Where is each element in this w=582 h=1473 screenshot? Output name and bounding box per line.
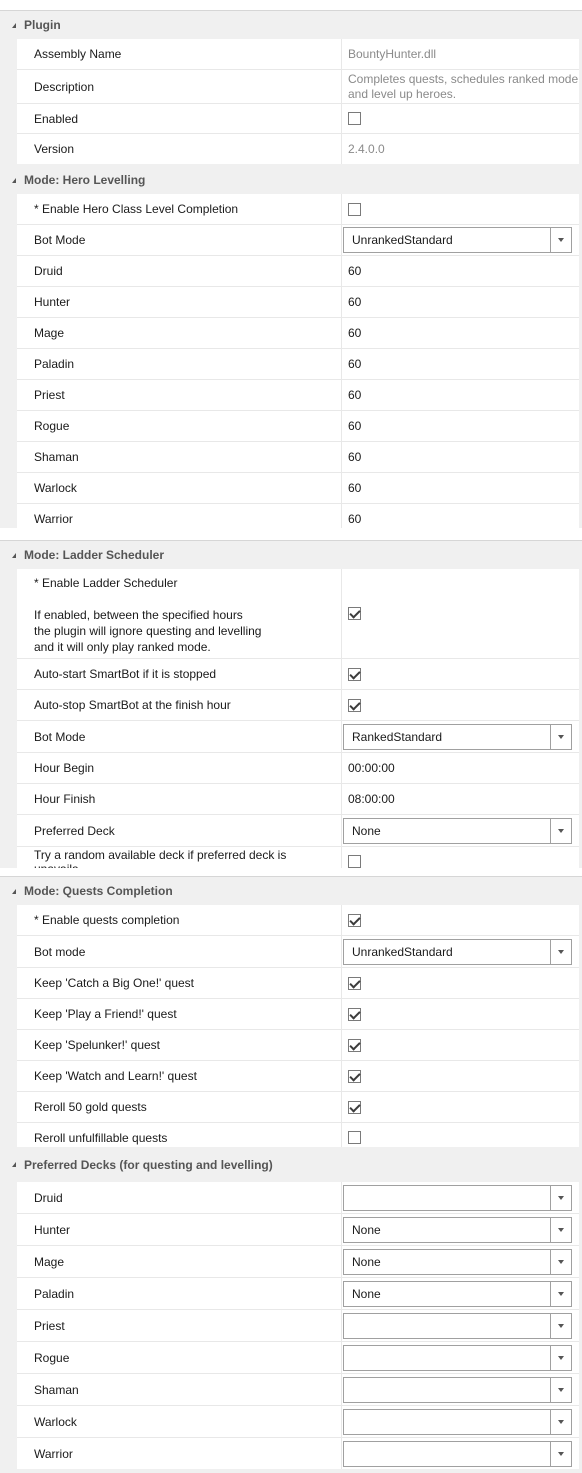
preferred-deck-row	[17, 815, 579, 847]
enabled-row	[17, 104, 579, 134]
ladder-section-header[interactable]	[0, 541, 582, 569]
hour-begin-input[interactable]: 00:00:00	[348, 761, 395, 775]
ladder-enable-desc-1: If enabled, between the specified hours	[34, 608, 243, 622]
ladder-enable-desc-2: the plugin will ignore questing and levelling	[34, 624, 262, 638]
deck-row	[17, 1310, 579, 1342]
dropdown-value: UnrankedStandard	[352, 944, 453, 959]
deck-row	[17, 1374, 579, 1406]
chevron-down-icon[interactable]	[550, 1282, 571, 1306]
keep-watch-checkbox[interactable]	[348, 1070, 361, 1083]
deck-dropdown[interactable]	[343, 1441, 572, 1467]
keep-friend-row	[17, 999, 579, 1030]
quests-botmode-row	[17, 936, 579, 968]
hero-section	[0, 166, 582, 528]
deck-row	[17, 1214, 579, 1246]
version-label: Version	[17, 134, 342, 164]
keep-catch-checkbox[interactable]	[348, 977, 361, 990]
reroll50-row	[17, 1092, 579, 1123]
dropdown-value: None	[352, 1222, 381, 1237]
class-label: Warrior	[17, 504, 342, 534]
chevron-down-icon[interactable]	[550, 1250, 571, 1274]
collapse-triangle-icon[interactable]	[12, 1162, 16, 1167]
ladder-section	[0, 540, 582, 869]
quests-section	[0, 876, 582, 1147]
hero-section-header[interactable]	[0, 166, 582, 194]
dropdown-value: RankedStandard	[352, 729, 443, 744]
deck-class-label: Warlock	[17, 1406, 342, 1437]
deck-class-label: Hunter	[17, 1214, 342, 1245]
chevron-down-icon[interactable]	[550, 1218, 571, 1242]
deck-class-label: Mage	[17, 1246, 342, 1277]
class-label: Hunter	[17, 287, 342, 317]
reroll50-checkbox[interactable]	[348, 1101, 361, 1114]
collapse-triangle-icon[interactable]	[12, 23, 16, 28]
quests-section-header[interactable]	[0, 877, 582, 905]
quests-enable-label: * Enable quests completion	[17, 905, 342, 935]
autostop-row	[17, 690, 579, 721]
chevron-down-icon[interactable]	[550, 1410, 571, 1434]
hero-class-row	[17, 256, 579, 287]
hero-class-row	[17, 287, 579, 318]
assembly-name-value: BountyHunter.dll	[348, 47, 437, 61]
keep-friend-label: Keep 'Play a Friend!' quest	[17, 999, 342, 1029]
reroll-unfulfill-label: Reroll unfulfillable quests	[17, 1123, 342, 1152]
reroll50-label: Reroll 50 gold quests	[17, 1092, 342, 1122]
chevron-down-icon[interactable]	[550, 228, 571, 252]
class-label: Mage	[17, 318, 342, 348]
dropdown-value: None	[352, 1286, 381, 1301]
keep-spelunker-checkbox[interactable]	[348, 1039, 361, 1052]
deck-row	[17, 1438, 579, 1469]
hero-class-row	[17, 318, 579, 349]
section-title: Mode: Hero Levelling	[24, 173, 146, 187]
description-row	[17, 70, 579, 104]
class-level-input[interactable]: 60	[348, 326, 362, 340]
section-gap	[0, 528, 582, 540]
class-label: Shaman	[17, 442, 342, 472]
ladder-enable-row	[17, 569, 579, 659]
plugin-section	[0, 10, 582, 166]
class-level-input[interactable]: 60	[348, 264, 362, 278]
hero-class-row	[17, 473, 579, 504]
section-title: Mode: Quests Completion	[24, 884, 173, 898]
ladder-botmode-row	[17, 721, 579, 753]
keep-catch-row	[17, 968, 579, 999]
class-level-input[interactable]: 60	[348, 419, 362, 433]
chevron-down-icon[interactable]	[550, 725, 571, 749]
plugin-section-header[interactable]	[0, 11, 582, 39]
section-gap	[0, 868, 582, 876]
hour-finish-row	[17, 784, 579, 815]
quests-botmode-dropdown[interactable]	[343, 939, 572, 965]
hero-class-row	[17, 442, 579, 473]
autostart-checkbox[interactable]	[348, 668, 361, 681]
deck-row	[17, 1406, 579, 1438]
class-label: Paladin	[17, 349, 342, 379]
deck-class-label: Shaman	[17, 1374, 342, 1405]
hero-class-row	[17, 380, 579, 411]
section-title: Plugin	[24, 18, 61, 32]
chevron-down-icon[interactable]	[550, 1442, 571, 1466]
deck-class-label: Warrior	[17, 1438, 342, 1469]
deck-row	[17, 1342, 579, 1374]
ladder-enable-checkbox[interactable]	[348, 607, 361, 620]
hero-enable-checkbox[interactable]	[348, 203, 361, 216]
class-level-input[interactable]: 60	[348, 450, 362, 464]
section-title: Preferred Decks (for questing and levelling)	[24, 1157, 273, 1172]
deck-dropdown[interactable]	[343, 1185, 572, 1211]
deck-class-label: Priest	[17, 1310, 342, 1341]
hero-botmode-label: Bot Mode	[17, 225, 342, 255]
autostop-checkbox[interactable]	[348, 699, 361, 712]
section-title: Mode: Ladder Scheduler	[24, 548, 165, 562]
autostart-label: Auto-start SmartBot if it is stopped	[17, 659, 342, 689]
chevron-down-icon[interactable]	[550, 819, 571, 843]
keep-friend-checkbox[interactable]	[348, 1008, 361, 1021]
class-level-input[interactable]: 60	[348, 481, 362, 495]
class-label: Priest	[17, 380, 342, 410]
ladder-botmode-dropdown[interactable]	[343, 724, 572, 750]
ladder-enable-desc-3: and it will only play ranked mode.	[34, 640, 211, 654]
ladder-enable-label	[17, 569, 342, 658]
hour-finish-label: Hour Finish	[17, 784, 342, 814]
quests-enable-checkbox[interactable]	[348, 914, 361, 927]
hero-class-row	[17, 349, 579, 380]
description-value: Completes quests, schedules ranked mode and level up heroes.	[348, 71, 579, 101]
assembly-name-label: Assembly Name	[17, 39, 342, 69]
keep-catch-label: Keep 'Catch a Big One!' quest	[17, 968, 342, 998]
deck-row	[17, 1246, 579, 1278]
chevron-down-icon[interactable]	[550, 1346, 571, 1370]
description-label: Description	[17, 70, 342, 103]
deck-row	[17, 1278, 579, 1310]
deck-dropdown[interactable]	[343, 1249, 572, 1275]
hero-botmode-row	[17, 225, 579, 256]
keep-spelunker-label: Keep 'Spelunker!' quest	[17, 1030, 342, 1060]
enabled-checkbox[interactable]	[348, 112, 361, 125]
hero-class-row	[17, 411, 579, 442]
deck-dropdown[interactable]	[343, 1345, 572, 1371]
keep-spelunker-row	[17, 1030, 579, 1061]
random-deck-checkbox[interactable]	[348, 855, 361, 868]
hour-finish-input[interactable]: 08:00:00	[348, 792, 395, 806]
class-label: Warlock	[17, 473, 342, 503]
quests-enable-row	[17, 905, 579, 936]
ladder-botmode-label: Bot Mode	[17, 721, 342, 752]
chevron-down-icon[interactable]	[550, 1314, 571, 1338]
decks-section-header[interactable]	[0, 1147, 582, 1182]
decks-section	[0, 1147, 582, 1473]
deck-dropdown[interactable]	[343, 1409, 572, 1435]
deck-class-label: Druid	[17, 1182, 342, 1213]
assembly-name-row	[17, 39, 579, 70]
keep-watch-row	[17, 1061, 579, 1092]
version-row	[17, 134, 579, 164]
deck-class-label: Rogue	[17, 1342, 342, 1373]
reroll-unfulfill-checkbox[interactable]	[348, 1131, 361, 1144]
hero-enable-label: * Enable Hero Class Level Completion	[17, 194, 342, 224]
class-level-input[interactable]: 60	[348, 295, 362, 309]
deck-dropdown[interactable]	[343, 1217, 572, 1243]
deck-row	[17, 1182, 579, 1214]
chevron-down-icon[interactable]	[550, 940, 571, 964]
chevron-down-icon[interactable]	[550, 1186, 571, 1210]
preferred-deck-label: Preferred Deck	[17, 815, 342, 846]
deck-dropdown[interactable]	[343, 1281, 572, 1307]
dropdown-value: None	[352, 1254, 381, 1269]
class-level-input[interactable]: 60	[348, 357, 362, 371]
collapse-triangle-icon[interactable]	[12, 889, 16, 894]
enabled-label: Enabled	[17, 104, 342, 133]
quests-botmode-label: Bot mode	[17, 936, 342, 967]
deck-class-label: Paladin	[17, 1278, 342, 1309]
class-level-input[interactable]: 60	[348, 388, 362, 402]
chevron-down-icon[interactable]	[550, 1378, 571, 1402]
class-label: Rogue	[17, 411, 342, 441]
ladder-enable-title: * Enable Ladder Scheduler	[34, 576, 178, 590]
autostop-label: Auto-stop SmartBot at the finish hour	[17, 690, 342, 720]
deck-dropdown[interactable]	[343, 1313, 572, 1339]
deck-dropdown[interactable]	[343, 1377, 572, 1403]
keep-watch-label: Keep 'Watch and Learn!' quest	[17, 1061, 342, 1091]
hour-begin-row	[17, 753, 579, 784]
collapse-triangle-icon[interactable]	[12, 178, 16, 183]
random-deck-label: Try a random available deck if preferred deck is	[17, 847, 342, 876]
autostart-row	[17, 659, 579, 690]
dropdown-value: None	[352, 823, 381, 838]
hour-begin-label: Hour Begin	[17, 753, 342, 783]
collapse-triangle-icon[interactable]	[12, 553, 16, 558]
hero-enable-row	[17, 194, 579, 225]
version-value: 2.4.0.0	[348, 142, 385, 156]
hero-botmode-dropdown[interactable]	[343, 227, 572, 253]
class-level-input[interactable]: 60	[348, 512, 362, 526]
preferred-deck-dropdown[interactable]	[343, 818, 572, 844]
class-label: Druid	[17, 256, 342, 286]
dropdown-value: UnrankedStandard	[352, 233, 453, 247]
